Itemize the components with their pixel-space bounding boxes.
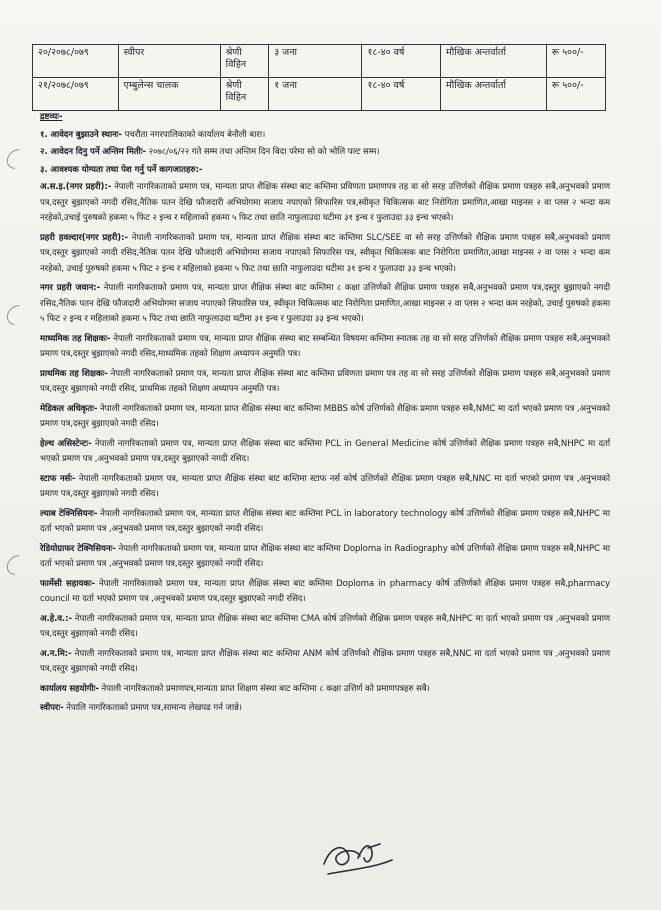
table-row (33, 45, 606, 78)
class-cell: श्रेणी विहिन (220, 45, 269, 78)
qualification-staff-nurse (40, 472, 610, 503)
qualification-secondary-teacher (40, 332, 610, 363)
qualification-title: ल्याब टेक्निसियनः- (40, 508, 98, 519)
qualification-havaldar (40, 231, 610, 278)
fee-cell: रू ५००/- (546, 78, 605, 111)
qualification-primary-teacher (40, 367, 610, 398)
punch-hole-mark (3, 551, 31, 579)
note-label: ३. आवश्यक योग्यता तथा पेश गर्नु पर्ने कागजातहरु:- (40, 164, 203, 175)
qualification-anm (40, 647, 610, 678)
qualification-title: स्वीपरः- (40, 703, 64, 713)
qualification-text: नेपाली नागरिकताको प्रमाण पत्र, मान्यता प्राप्त शैक्षिक संस्था बाट कम्तिमा MBBS कोर्ष उत्तिर्णको शैक्षिक प्रमाण पत्रहरु सबै,NMC मा दर्ता भएको प्रमाण पत्र ,अनुभवको प्रमाण पत्र,दस्तुर बुझाएको नगदी रसिद। (40, 403, 610, 429)
qualification-ahw (40, 612, 610, 643)
exam-cell: मौखिक अन्तर्वार्ता (441, 45, 547, 78)
qualification-title: कार्यालय सहयोगीः- (40, 683, 99, 694)
count-cell: १ जना (269, 78, 362, 111)
post-cell: एम्बुलेन्स चालक (118, 78, 220, 111)
qualification-title: प्रहरी हवल्दार(नगर प्रहरी):- (40, 232, 128, 243)
age-cell: १८-४० वर्ष (362, 78, 441, 111)
qualification-text: नेपाली नागरिकताको प्रमाण पत्र, मान्यता प्राप्त शैक्षिक संस्था बाट कम्तिमा Doploma in Radiography कोर्ष उत्तिर्णको शैक्षिक प्रमाण पत्रहरु सबै,NHPC मा दर्ता भएको प्रमाण पत्र ,अनुभवको प्रमाण पत्र,दस्तुर बुझाएको नगदी रसिद। (40, 543, 610, 569)
qualification-jawan (40, 281, 610, 328)
qualification-text: नेपाली नागरिकताको प्रमाण पत्र, मान्यता प्राप्त शैक्षिक संस्था बाट कम्तिमा प्रविणता प्रमाण पत्र तह वा सो सरह उत्तिर्णको शैक्षिक प्रमाण पत्रहरु सबै,अनुभवको प्रमाण पत्र,दस्तुर बुझाएको नगदी रसिद, प्राथमिक तहको शिक्षण अध्यापन अनुमति पत्र। (40, 368, 611, 394)
qualification-title: फार्मेसी सहायकः- (40, 578, 95, 589)
ref-cell: २१/२०७८/०७९ (33, 78, 119, 111)
exam-cell: मौखिक अन्तर्वार्ता (441, 78, 547, 111)
qualification-title: नगर प्रहरी जवान:- (40, 283, 101, 293)
qualification-text: नेपाली नागरिकताको प्रमाण पत्र, मान्यता प्राप्त शैक्षिक संस्था बाट कम्तिमा PCL in laboratory technology कोर्ष उत्तिर्णको शैक्षिक प्रमाण पत्रहरु सबै,NHPC मा दर्ता भएको प्रमाण पत्र ,अनुभवको प्रमाण पत्र,दस्तुर बुझाएको नगदी रसिद। (40, 508, 610, 534)
note-label: १. आवेदन बुझाउने स्थानः- (40, 129, 122, 140)
note-text: पचरौता नगरपालिकाको कार्यालय बेनौली बारा। (121, 129, 266, 140)
qualification-title: हेल्थ असिस्टेन्टः- (40, 438, 92, 449)
note-item (40, 128, 610, 144)
qualification-text: नेपाली नागरिकताको प्रमाण पत्र, मान्यता प्राप्त शैक्षिक संस्था बाट कम्तिमा CMA कोर्ष उत्तिर्णको शैक्षिक प्रमाण पत्रहरु सबै,NHPC मा दर्ता भएको प्रमाण पत्र ,अनुभवको प्रमाण पत्र,दस्तुर बुझाएको नगदी रसिद। (40, 613, 610, 639)
qualification-title: अ.स.इ.(नगर प्रहरी):- (40, 182, 112, 192)
qualification-asi (40, 180, 610, 227)
qualification-pharmacy-assistant (40, 577, 610, 608)
note-item (40, 163, 610, 179)
notice-body (40, 110, 610, 721)
qualification-text: नेपाली नागरिकताको प्रमाण पत्र, मान्यता प्राप्त शैक्षिक संस्था बाट कम्तिमा ८ कक्षा उत्तिर्णको शैक्षिक प्रमाण पत्रहरु सबै,अनुभवको प्रमाण पत्र,दस्तुर बुझाएको नगदी रसिद,नैतिक पतन देखि फौजदारी अभियोगमा सजाय नपाएको सिफारिस पत्र, स्वीकृत चिकित्सक बाट निरोगिता प्रमाणित,आखा माइनस २ वा प्लस २ भन्दा कम नरहेको, उचाई पुरुषको हकमा ५ फिट २ इन्च र महिलाको हकमा ५ फिट तथा छाति नाफुलाउदा घटीमा ३१ इन्च र फुलाउदा ३३ इन्च भएको। (40, 283, 610, 324)
punch-hole-mark (3, 301, 31, 329)
fee-cell: रू ५००/- (546, 45, 605, 78)
qualification-medical-officer (40, 402, 610, 433)
post-cell: स्वीपर (118, 45, 220, 78)
note-text: २०७८/०६/२२ गते सम्म तथा अन्तिम दिन बिदा परेमा सो को भोलि पल्ट सम्म। (145, 147, 380, 157)
qualification-title: अ.न.मि:- (40, 648, 72, 659)
qualification-title: प्राथमिक तह शिक्षकः- (40, 368, 108, 379)
class-cell: श्रेणी विहिन (220, 78, 269, 111)
qualification-text: नेपाली नागरिकताको प्रमाण पत्र, मान्यता प्राप्त शैक्षिक संस्था बाट कम्तिमा स्टाफ नर्स कोर्ष उत्तिर्णको शैक्षिक प्रमाण पत्रहरु सबै,NNC मा दर्ता भएको प्रमाण पत्र ,अनुभवको प्रमाण पत्र,दस्तुर बुझाएको नगदी रसिद। (40, 473, 610, 499)
age-cell: १८-४० वर्ष (362, 45, 441, 78)
qualification-title: माध्यमिक तह शिक्षकः- (40, 333, 111, 344)
table-row (33, 78, 606, 111)
qualification-health-assistant (40, 437, 610, 468)
count-cell: ३ जना (269, 45, 362, 78)
qualification-text: नेपाली नागरिकताको प्रमाण पत्र, मान्यता प्राप्त शैक्षिक संस्था बाट कम्तिमा Doploma in pharmacy कोर्ष उत्तिर्णको शैक्षिक प्रमाण पत्रहरु सबै,pharmacy council मा दर्ता भएको प्रमाण पत्र ,अनुभवको प्रमाण पत्र,दस्तुर बुझाएको नगदी रसिद। (40, 578, 611, 604)
qualification-sweeper (40, 701, 610, 717)
punch-hole-mark (3, 145, 31, 173)
qualification-text: नेपाली नागरिकताको प्रमाण पत्र, मान्यता प्राप्त शैक्षिक संस्था बाट कम्तिमा ANM कोर्ष उत्तिर्णको शैक्षिक प्रमाण पत्रहरु सबै,NNC मा दर्ता भएको प्रमाण पत्र ,अनुभवको प्रमाण पत्र,दस्तुर बुझाएको नगदी रसिद। (40, 648, 610, 674)
ref-cell: २०/२०७८/०७९ (33, 45, 119, 78)
qualification-text: नेपालि नागरिकताको प्रमाण पत्र,सामान्य लेखपढ गर्न जान्ने। (63, 703, 242, 713)
notes-title: द्रष्टव्यः- (40, 112, 63, 122)
note-label: २. आवेदन दिनु पर्ने अन्तिम मितीः- (40, 147, 146, 157)
qualification-title: स्टाफ नर्सः- (40, 473, 76, 484)
qualification-radiographer (40, 542, 610, 573)
qualification-office-helper (40, 682, 610, 698)
vacancy-table (32, 44, 606, 111)
qualification-title: अ.हे.व.:- (40, 613, 72, 624)
signature-mark (318, 830, 398, 880)
qualification-text: नेपाली नागरिकताको प्रमाण पत्र, मान्यता प्राप्त शैक्षिक संस्था बाट सम्बन्धित विषयमा कम्तिमा स्नातक तह वा सो सरह उत्तिर्णको शैक्षिक प्रमाण पत्रहरु सबै,अनुभवको प्रमाण पत्र,दस्तुर बुझाएको नगदी रसिद,माध्यमिक तहको शिक्षण अध्यापन अनुमति पत्र। (40, 333, 610, 359)
qualification-title: रेडियोग्राफर टेक्निसियनः- (40, 543, 116, 554)
qualification-title: मेडिकल अधिकृतः- (40, 403, 98, 414)
qualification-text: नेपाली नागरिकताको प्रमाण पत्र, मान्यता प्राप्त शैक्षिक संस्था बाट कम्तिमा PCL in General Medicine कोर्ष उत्तिर्णको शैक्षिक प्रमाण पत्रहरु सबै,NHPC मा दर्ता भएको प्रमाण पत्र ,अनुभवको प्रमाण पत्र,दस्तुर बुझाएको नगदी रसिद। (40, 438, 610, 464)
qualification-text: नेपाली नागरिकताको प्रमाण पत्र, मान्यता प्राप्त शैक्षिक संस्था बाट कम्तिमा प्रविणता प्रमाणपत्र तह वा सो सरह उत्तिर्णको शैक्षिक प्रमाण पत्रहरु सबै,अनुभवको प्रमाण पत्र,दस्तुर बुझाएको नगदी रसिद,नैतिक पतन देखि फौजदारी अभियोगमा सजाय नपाएको सिफारिस पत्र,स्वीकृत चिकित्सक बाट निरोगिता प्रमाणित,आखा माइनस २ वा प्लस २ भन्दा कम नरहेको,उचाई पुरुषको हकमा ५ फिट २ इन्च र महिलाको हकमा ५ फिट तथा छाति नाफुलाउदा घटीमा ३१ इन्च र फुलाउदा ३३ इन्च भएको। (40, 182, 610, 223)
note-item (40, 145, 610, 161)
qualification-text: नेपाली नागरिकताको प्रमाण पत्र, मान्यता प्राप्त शैक्षिक संस्था बाट कम्तिमा SLC/SEE वा सो सरह उत्तिर्णको शैक्षिक प्रमाण पत्रहरु सबै,अनुभवको प्रमाण पत्र,दस्तुर बुझाएको नगदी रसिद,नैतिक पतन देखि फौजदारी अभियोगमा सजाय नपाएको सिफारिस पत्र, स्वीकृत चिकित्सक बाट निरोगिता प्रमाणित,आखा माइनस २ वा प्लस २ भन्दा कम नरहेको, उचाई पुरुषको हकमा ५ फिट २ इन्च र महिलाको हकमा ५ फिट तथा छाति नाफुलाउदा घटीमा ३१ इन्च र फुलाउदा ३३ इन्च भएको। (40, 232, 611, 274)
qualification-text: नेपाली नागरिकताको प्रमाणपत्र,मान्यता प्राप्त शिक्षण संस्था बाट कम्तिमा ८ कक्षा उत्तिर्ण को प्रमाणपत्रहरु सबै। (98, 683, 430, 694)
qualification-lab-technician (40, 507, 610, 538)
